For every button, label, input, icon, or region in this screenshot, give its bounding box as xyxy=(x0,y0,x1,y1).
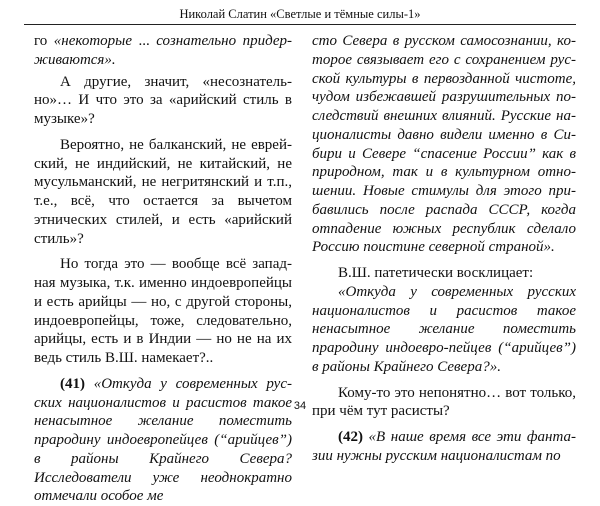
quote-continuation: сто Севера в русском самосознании, которое связывает его с сохранением русской культуры в первозданной чистоте, чудом избежавшей разрушительных последствий внешних влияний. Русские националисты давно видели именно в Сибири и Севере “спасение России” как в природном, так и в культурном отношении. Новые стимулы для этого прибавились после распада СССР, когда отпадение южных республик сделало Россию поистине северной страной». xyxy=(312,33,576,256)
running-header: Николай Слатин «Светлые и тёмные силы-1» xyxy=(24,4,576,25)
paragraph: Вероятно, не балканский, не еврейский, не индийский, не китайский, не мусульманский, не негритянский и т.п., т.е., всё, что остается за вычетом этнических стилей, и есть «арийский стиль»? xyxy=(34,136,292,247)
quote-42 xyxy=(312,428,576,466)
paragraph: Но тогда это — вообще всё западная музыка, т.к. именно индоевропейцы и есть арийцы — но, с другой стороны, индоевропейцы, тоже, следовательно, арийцы, есть и в Индии — но не на их ведь стиль В.Ш. намекает?.. xyxy=(34,256,292,366)
page-number: 34 xyxy=(293,400,307,412)
quote-paragraph: «Откуда у современных русских националистов и расистов такое ненасытное желание поместить прародину индоевро-пейцев (“арийцев”) в районы Крайнего Севера?». xyxy=(312,283,576,375)
paragraph: А другие, значит, «несознательно»… И что это за «арийский стиль в музыке»? xyxy=(34,73,292,127)
quote-number: (41) xyxy=(60,375,85,392)
paragraph-continuation: го «некоторые ... сознательно придерживаются». xyxy=(34,33,293,68)
quote-text: «Откуда у современных русских националистов и расистов такое ненасытное желание поместить прародину индоевропейцев (“арийцев”) в районы Крайнего Севера? Исследователи уже неоднократно отмечали особое ме xyxy=(34,375,292,505)
quote-41 xyxy=(34,375,292,506)
paragraph: В.Ш. патетически восклицает: xyxy=(338,265,534,281)
left-column xyxy=(34,32,292,506)
quote-text: «В наше время все эти фантазии нужны русским националистам по xyxy=(312,429,576,464)
quote-number: (42) xyxy=(338,429,363,445)
paragraph: Кому-то это непонятно… вот только, при чём тут расисты? xyxy=(312,384,576,420)
